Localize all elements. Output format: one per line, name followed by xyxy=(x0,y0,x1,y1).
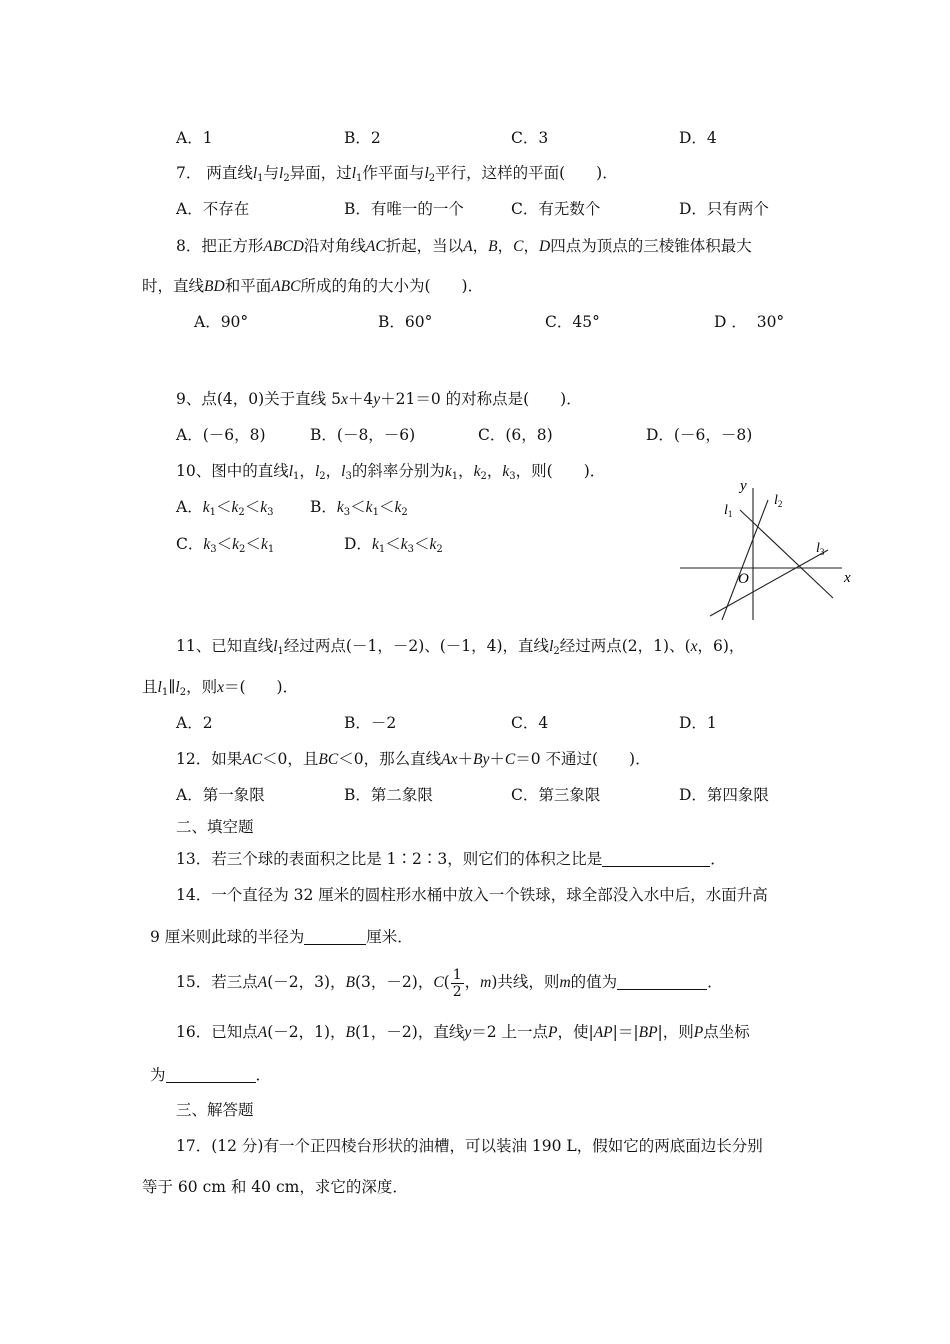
q9-option-a: A．(－6，8) xyxy=(176,426,266,444)
q7-option-b: B．有唯一的一个 xyxy=(344,200,464,218)
q9-option-c: C．(6，8) xyxy=(478,426,553,444)
q17-question-line2: 等于 60 cm 和 40 cm，求它的深度． xyxy=(142,1178,408,1196)
q10-option-b: B．$k_3<k_1<k_2$ xyxy=(310,498,408,518)
q10-figure xyxy=(670,470,860,625)
l3-label: $l_3$ xyxy=(816,541,825,557)
q16-question-line1: 16．已知点A(－2，1)，B(1，－2)，直线y＝2 上一点P，使|AP|＝|BP|，则P点坐标 xyxy=(176,1023,750,1041)
q10-question: 10、图中的直线$l_1$，$l_2$，$l_3$的斜率分别为$k_1$，$k_2$，$k_3$，则( )． xyxy=(176,462,606,482)
q11-option-d: D．1 xyxy=(679,714,717,732)
y-axis-label: y xyxy=(740,478,747,494)
origin-label: O xyxy=(738,571,749,587)
q7-option-d: D．只有两个 xyxy=(679,200,769,218)
q9-question: 9、点(4，0)关于直线 5x＋4y＋21＝0 的对称点是( )． xyxy=(176,390,582,408)
x-axis-label: x xyxy=(844,570,851,586)
q15-answer-blank[interactable] xyxy=(617,973,707,990)
q13-question: 13．若三个球的表面积之比是 1∶2∶3，则它们的体积之比是 ． xyxy=(176,850,726,868)
q11-option-b: B．－2 xyxy=(344,714,397,732)
fraction-one-half: $\frac{1}{2}$ xyxy=(452,966,462,1000)
q7-option-c: C．有无数个 xyxy=(511,200,601,218)
q16-question-line2: 为 ． xyxy=(150,1066,272,1084)
l2-label: $l_2$ xyxy=(774,493,783,509)
q6-option-d: D．4 xyxy=(679,129,717,147)
q6-option-c: C．3 xyxy=(511,129,549,147)
q12-option-a: A．第一象限 xyxy=(176,786,265,804)
q15-question: 15．若三点A(－2，3)，B(3，－2)，C( $\frac{1}{2}$ ，m)共线，则m的值为 ． xyxy=(176,966,723,1000)
q8-option-c: C．45° xyxy=(545,313,600,331)
q8-question-line1: 8．把正方形ABCD沿对角线AC折起，当以A，B，C，D四点为顶点的三棱锥体积最大 xyxy=(176,237,752,255)
q12-option-c: C．第三象限 xyxy=(511,786,601,804)
l1-label: $l_1$ xyxy=(724,503,733,519)
q12-question: 12．如果AC＜0，且BC＜0，那么直线Ax＋By＋C＝0 不通过( )． xyxy=(176,750,651,768)
q11-option-c: C．4 xyxy=(511,714,549,732)
q16-answer-blank[interactable] xyxy=(166,1066,256,1083)
q11-question-line2: 且$l_1\parallel l_2$，则x＝( )． xyxy=(142,678,299,698)
q13-answer-blank[interactable] xyxy=(602,850,710,867)
q9-option-d: D．(－6，－8) xyxy=(646,426,753,444)
q11-option-a: A．2 xyxy=(176,714,213,732)
q14-question-line1: 14．一个直径为 32 厘米的圆柱形水桶中放入一个铁球，球全部没入水中后，水面升高 xyxy=(176,886,768,904)
q8-option-a: A．90° xyxy=(194,313,249,331)
section-fill-in-heading: 二、填空题 xyxy=(176,818,254,836)
q14-answer-blank[interactable] xyxy=(304,928,366,945)
q10-option-c: C．$k_3<k_2<k_1$ xyxy=(176,535,275,555)
section-answer-heading: 三、解答题 xyxy=(176,1101,254,1119)
q11-question-line1: 11、已知直线$l_1$经过两点(－1，－2)、(－1，4)，直线$l_2$经过两点(2，1)、(x，6)， xyxy=(176,637,745,657)
q8-option-d: D ． 30° xyxy=(714,313,785,331)
q12-option-b: B．第二象限 xyxy=(344,786,433,804)
q14-question-line2: 9 厘米则此球的半径为 厘米． xyxy=(150,928,413,946)
q10-option-d: D．$k_1<k_3<k_2$ xyxy=(344,535,443,555)
q8-option-b: B．60° xyxy=(378,313,433,331)
q6-option-a: A．1 xyxy=(176,129,213,147)
q7-option-a: A．不存在 xyxy=(176,200,250,218)
q9-option-b: B．(－8，－6) xyxy=(310,426,416,444)
q10-option-a: A．$k_1<k_2<k_3$ xyxy=(176,498,274,518)
q12-option-d: D．第四象限 xyxy=(679,786,769,804)
q17-question-line1: 17．(12 分)有一个正四棱台形状的油槽，可以装油 190 L，假如它的两底面边长分别 xyxy=(176,1137,763,1155)
line-l3 xyxy=(710,550,828,616)
q7-question: 7． 两直线$l_1$与$l_2$异面，过$l_1$作平面与$l_2$平行，这样的平面( )． xyxy=(176,164,618,184)
q8-question-line2: 时，直线BD和平面ABC所成的角的大小为( )． xyxy=(142,277,484,295)
q6-option-b: B．2 xyxy=(344,129,381,147)
